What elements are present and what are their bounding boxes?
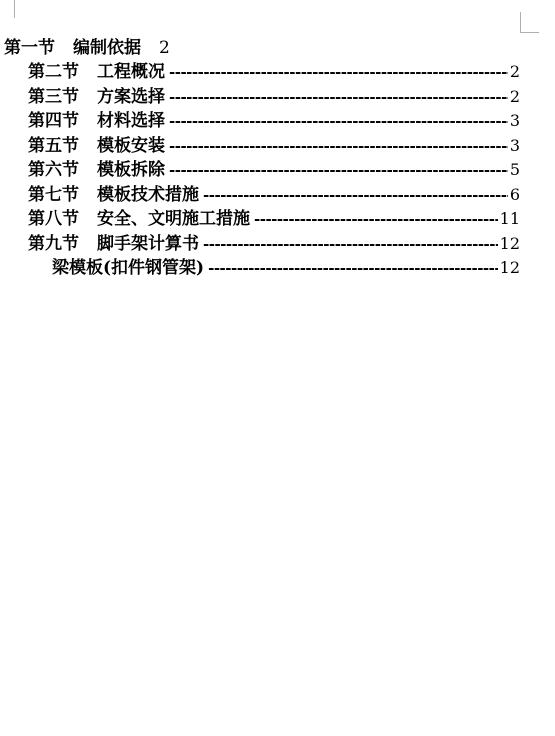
toc-entry-page: 3 xyxy=(509,111,520,130)
toc-entry-title: 工程概况 xyxy=(97,62,165,82)
toc-dot-leader xyxy=(169,109,508,134)
toc-dot-leader xyxy=(169,60,508,85)
toc-entry-number: 第二节 xyxy=(28,62,79,82)
toc-entry-section-3[interactable] xyxy=(0,85,520,110)
toc-entry-page: 11 xyxy=(499,209,520,228)
toc-entry-title: 模板安装 xyxy=(97,135,165,156)
toc-entry-title: 方案选择 xyxy=(97,86,165,107)
toc-entry-section-9[interactable] xyxy=(0,232,520,257)
toc-entry-page: 12 xyxy=(499,233,520,253)
toc-entry-title: 安全、文明施工措施 xyxy=(97,209,250,229)
toc-entry-section-2[interactable] xyxy=(0,60,520,85)
toc-entry-number: 第六节 xyxy=(28,160,79,180)
toc-entry-section-8[interactable] xyxy=(0,207,520,232)
page-corner-mark-top-left xyxy=(0,0,15,18)
toc-dot-leader xyxy=(203,183,508,208)
table-of-contents xyxy=(0,36,520,281)
toc-entry-title: 梁模板(扣件钢管架) xyxy=(52,258,205,278)
toc-dot-leader xyxy=(208,256,498,281)
toc-entry-number: 第三节 xyxy=(28,86,79,107)
page-corner-mark-top-right xyxy=(520,12,539,33)
toc-entry-title: 材料选择 xyxy=(97,111,165,131)
toc-entry-page: 12 xyxy=(499,258,520,277)
toc-entry-section-4[interactable] xyxy=(0,109,520,134)
toc-entry-number: 第八节 xyxy=(28,209,79,229)
toc-entry-title: 脚手架计算书 xyxy=(97,233,199,254)
toc-entry-number: 第四节 xyxy=(28,111,79,131)
toc-entry-page: 6 xyxy=(509,184,520,204)
toc-entry-section-5[interactable] xyxy=(0,134,520,159)
toc-entry-title: 编制依据 xyxy=(73,38,141,58)
toc-entry-number: 第一节 xyxy=(4,38,55,58)
toc-entry-page: 2 xyxy=(159,38,170,58)
toc-entry-page: 3 xyxy=(509,135,520,155)
toc-entry-number: 第五节 xyxy=(28,135,79,156)
toc-entry-page: 2 xyxy=(509,86,520,106)
toc-entry-number: 第七节 xyxy=(28,184,79,205)
toc-dot-leader xyxy=(254,207,498,232)
toc-entry-title: 模板技术措施 xyxy=(97,184,199,205)
toc-dot-leader xyxy=(169,134,508,159)
toc-dot-leader xyxy=(169,85,508,110)
toc-entry-number: 第九节 xyxy=(28,233,79,254)
toc-entry-section-1[interactable] xyxy=(0,36,520,60)
toc-entry-subsection[interactable] xyxy=(0,256,520,281)
toc-entry-section-7[interactable] xyxy=(0,183,520,208)
toc-entry-page: 5 xyxy=(509,160,520,179)
toc-dot-leader xyxy=(203,232,498,257)
toc-entry-title: 模板拆除 xyxy=(97,160,165,180)
toc-entry-page: 2 xyxy=(509,62,520,81)
toc-dot-leader xyxy=(169,158,508,183)
toc-entry-section-6[interactable] xyxy=(0,158,520,183)
